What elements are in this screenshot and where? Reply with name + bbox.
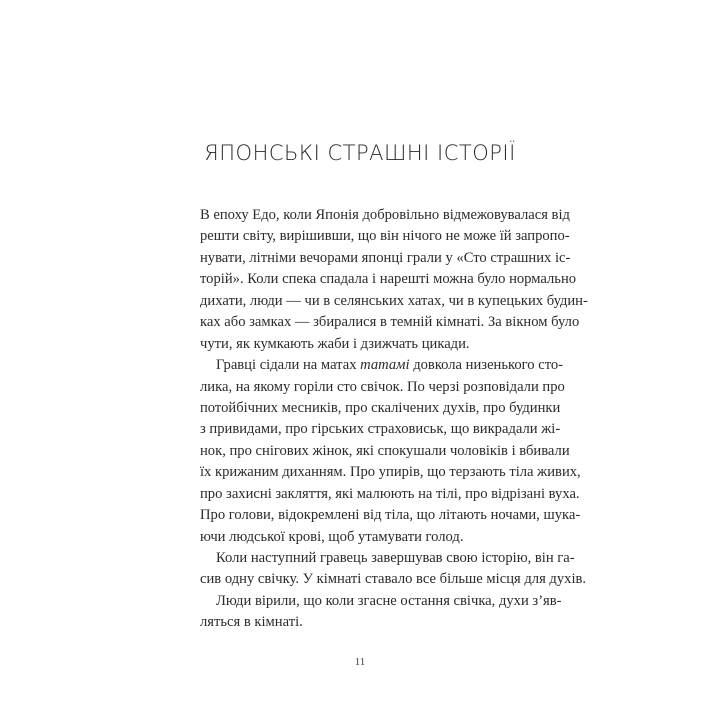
text-line: Про голови, відокремлені від тіла, що літають ночами, шука- [200, 507, 581, 524]
text-line: сив одну свічку. У кімнаті ставало все більше місця для духів. [200, 571, 587, 588]
text-line: з привидами, про гірських страховиськ, що викрадали жі- [200, 421, 561, 438]
text-line: торій». Коли спека спадала і нарешті можна було нормально [200, 271, 577, 288]
text-line: решти світу, вирішивши, що він нічого не може їй запропо- [200, 228, 570, 245]
text-line: про захисні закляття, які малюють на тілі, про відрізані вуха. [200, 485, 580, 502]
text-line: нок, про снігових жінок, які спокушали чоловіків і вбивали [200, 442, 570, 459]
text-line: чути, як кумкають жаби і дзижчать цикади. [200, 335, 470, 352]
italic-term: татамі [360, 357, 410, 374]
text-line [200, 355, 564, 376]
page-number: 11 [354, 656, 366, 668]
text-line: нувати, літніми вечорами японці грали у «Сто страшних іс- [200, 249, 571, 266]
text-line: їх крижаним диханням. Про упирів, що терзають тіла живих, [200, 464, 581, 481]
text-line: ках або замках — збиралися в темній кімнаті. За вікном було [200, 314, 580, 331]
text-line: потойбічних месників, про скалічених духів, про будинки [200, 399, 561, 416]
text-run: довкола низенького сто- [409, 357, 564, 374]
text-line: ючи людської крові, щоб утамувати голод. [200, 528, 464, 545]
text-line: дихати, люди — чи в селянських хатах, чи в купецьких будин- [200, 292, 588, 309]
body-text [200, 205, 588, 634]
text-line: ляться в кімнаті. [200, 614, 303, 631]
text-line: лика, на якому горіли сто свічок. По черзі розповідали про [200, 378, 565, 395]
text-line: В епоху Едо, коли Японія добровільно відмежовувалася від [200, 207, 570, 223]
text-line: Коли наступний гравець завершував свою історію, він га- [216, 550, 575, 566]
chapter-title: ЯПОНСЬКІ СТРАШНІ ІСТОРІЇ [204, 141, 516, 165]
text-line: Люди вірили, що коли згасне остання свічка, духи з’яв- [216, 592, 562, 609]
text-run: Гравці сідали на матах [216, 357, 361, 374]
